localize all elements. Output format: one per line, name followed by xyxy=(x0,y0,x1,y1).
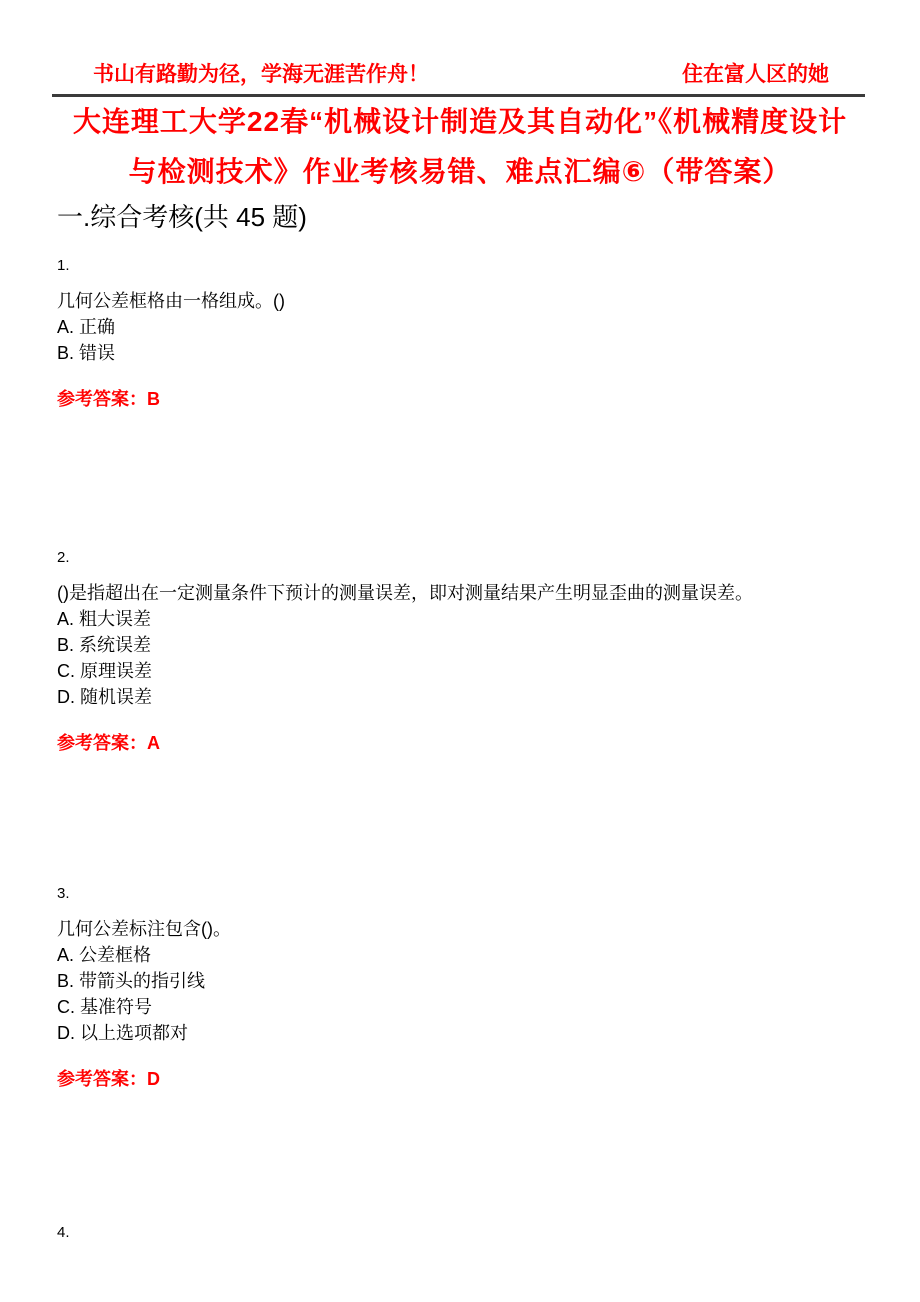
option-item: A. 正确 xyxy=(57,317,116,337)
answer-label: 参考答案： xyxy=(57,389,147,409)
option-item: D. 随机误差 xyxy=(57,687,153,707)
option-item: D. 以上选项都对 xyxy=(57,1023,189,1043)
question-number: 4. xyxy=(57,1224,70,1241)
answer-value: A xyxy=(147,733,160,753)
page-header xyxy=(0,62,920,88)
question-number: 3. xyxy=(57,885,70,902)
question-block-4 xyxy=(57,1223,880,1255)
question-number: 2. xyxy=(57,549,70,566)
option-item: B. 带箭头的指引线 xyxy=(57,971,206,991)
question-text: 几何公差框格由一格组成。() xyxy=(57,291,285,311)
answer-label: 参考答案： xyxy=(57,1069,147,1089)
document-title xyxy=(0,97,920,197)
question-block-2 xyxy=(57,548,880,756)
title-line-1: 大连理工大学22春“机械设计制造及其自动化”《机械精度设计 xyxy=(72,106,848,137)
answer-label: 参考答案： xyxy=(57,733,147,753)
answer-line xyxy=(57,730,880,756)
option-item: B. 错误 xyxy=(57,343,116,363)
title-line-2: 与检测技术》作业考核易错、难点汇编⑥（带答案） xyxy=(128,156,792,187)
header-motto: 书山有路勤为径，学海无涯苦作舟！ xyxy=(93,63,429,86)
answer-line xyxy=(57,386,880,412)
header-site-label: 住在富人区的她 xyxy=(682,63,829,86)
option-item: B. 系统误差 xyxy=(57,635,152,655)
option-item: C. 基准符号 xyxy=(57,997,153,1017)
question-number: 1. xyxy=(57,257,70,274)
answer-value: B xyxy=(147,389,160,409)
question-text: 几何公差标注包含()。 xyxy=(57,919,231,939)
option-item: A. 公差框格 xyxy=(57,945,152,965)
section-heading: 一.综合考核(共 45 题) xyxy=(57,202,307,232)
option-item: A. 粗大误差 xyxy=(57,609,152,629)
option-item: C. 原理误差 xyxy=(57,661,153,681)
question-block-1 xyxy=(57,256,880,412)
question-text: ()是指超出在一定测量条件下预计的测量误差，即对测量结果产生明显歪曲的测量误差。 xyxy=(57,583,753,603)
answer-value: D xyxy=(147,1069,160,1089)
answer-line xyxy=(57,1066,880,1092)
question-block-3 xyxy=(57,884,880,1092)
